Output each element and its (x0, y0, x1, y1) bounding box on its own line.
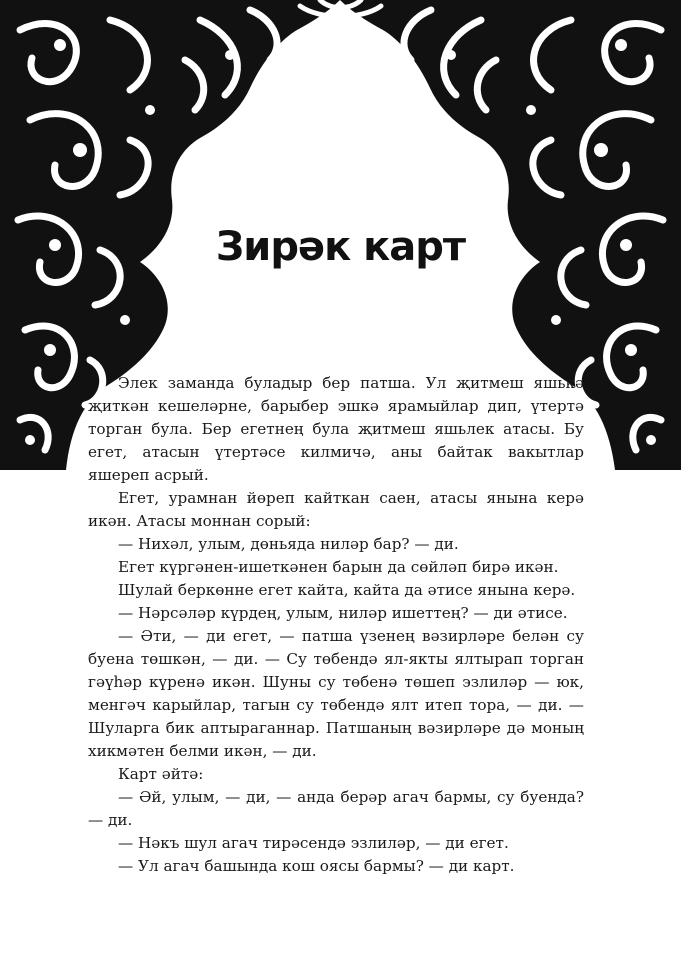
story-paragraph: — Ул агач башында кош оясы бармы? — ди карт. (118, 857, 515, 875)
story-paragraph: — Әти, — ди егет, — патша үзенең вәзирләре белән су буена төшкән, — ди. — Су төбендә ял-якты ялтырап торган гәүһәр күренә икән. Шуны су төбенә төшеп эзлиләр — юк, менгәч карыйлар, тагын су төбендә ялт итеп тора, — ди. — Шуларга бик аптыраганнар. Патшаның вәзирләре дә моның хикмәтен белми икән, — ди. (88, 627, 584, 760)
story-paragraph: Егет, урамнан йөреп кайткан саен, атасы янына керә икән. Атасы моннан сорый: (88, 489, 584, 530)
story-paragraph: Карт әйтә: (118, 765, 204, 783)
story-body (88, 372, 584, 878)
story-title: Зирәк карт (215, 224, 466, 270)
story-paragraph: — Нихәл, улым, дөньяда ниләр бар? — ди. (118, 535, 459, 553)
story-paragraph: Егет күргәнен-ишеткәнен барын да сөйләп бирә икән. (118, 558, 559, 576)
story-paragraph: — Әй, улым, — ди, — анда берәр агач бармы, су буенда? — ди. (88, 788, 584, 829)
story-paragraph: Шулай беркөнне егет кайта, кайта да әтисе янына керә. (118, 581, 576, 599)
story-paragraph: Элек заманда буладыр бер патша. Ул җитмеш яшькә җиткән кешеләрне, барыбер эшкә ярамыйлар дип, үтертә торган була. Бер егетнең була җитмеш яшьлек атасы. Бу егет, атасын үтертәсе килмичә, аны байтак вакытлар яшереп асрый. (88, 374, 584, 484)
story-paragraph: — Нәрсәләр күрдең, улым, ниләр ишеттең? — ди әтисе. (118, 604, 568, 622)
story-paragraph: — Нәкъ шул агач тирәсендә эзлиләр, — ди егет. (118, 834, 509, 852)
